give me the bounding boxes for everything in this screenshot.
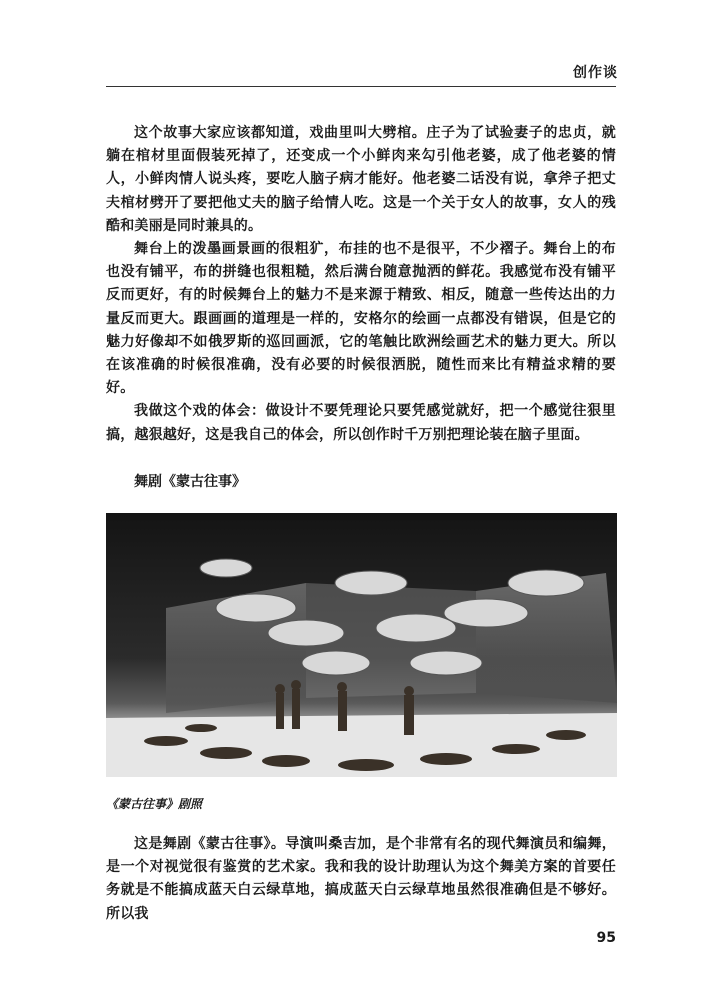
paragraph: 这个故事大家应该都知道，戏曲里叫大劈棺。庄子为了试验妻子的忠贞，就躺在棺材里面假装死掉了，还变成一个小鲜肉来勾引他老婆，成了他老婆的情人，小鲜肉情人说头疼，要吃人脑子病才能好。他老婆二话没有说，拿斧子把丈夫棺材劈开了要把他丈夫的脑子给情人吃。这是一个关于女人的故事，女人的残酷和美丽是同时兼具的。 [106,125,616,234]
article-text-top [106,122,616,447]
stage-photo-illustration [106,513,617,777]
header-divider [106,86,616,87]
section-heading: 舞剧《蒙古往事》 [134,474,246,490]
section-title: 创作谈 [573,65,618,81]
article-text-bottom [106,833,616,926]
paragraph: 舞台上的泼墨画景画的很粗犷，布挂的也不是很平，不少褶子。舞台上的布也没有铺平，布的拼缝也很粗糙，然后满台随意抛洒的鲜花。我感觉布没有铺平反而更好，有的时候舞台上的魅力不是来源于精致、相反，随意一些传达出的力量反而更大。跟画画的道理是一样的，安格尔的绘画一点都没有错误，但是它的魅力好像却不如俄罗斯的巡回画派，它的笔触比欧洲绘画艺术的魅力更大。所以在该准确的时候很准确，没有必要的时候很洒脱，随性而来比有精益求精的要好。 [106,241,616,397]
paragraph: 这是舞剧《蒙古往事》。导演叫桑吉加，是个非常有名的现代舞演员和编舞，是一个对视觉很有鉴赏的艺术家。我和我的设计助理认为这个舞美方案的首要任务就是不能搞成蓝天白云绿草地，搞成蓝天白云绿草地虽然很准确但是不够好。所以我 [106,836,616,922]
paragraph: 我做这个戏的体会：做设计不要凭理论只要凭感觉就好，把一个感觉往狠里搞，越狠越好，这是我自己的体会，所以创作时千万别把理论装在脑子里面。 [106,403,616,443]
page-number: 95 [596,930,616,946]
photo-caption: 《蒙古往事》剧照 [106,797,203,811]
stage-photo [106,513,617,777]
